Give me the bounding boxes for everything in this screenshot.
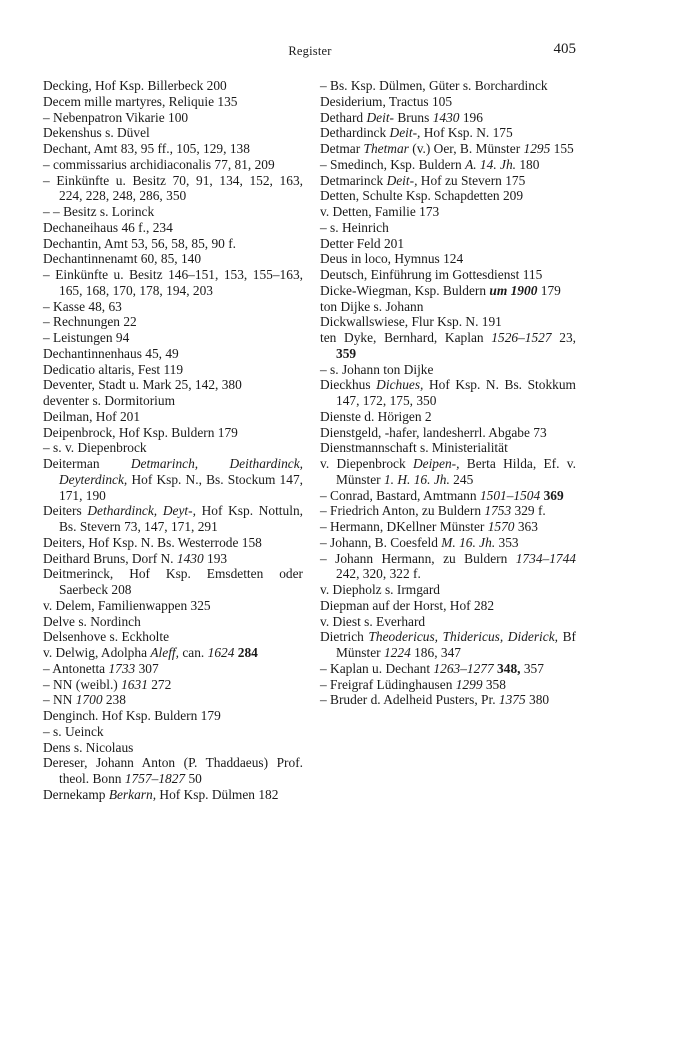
entry-text: – Leistungen 94 (43, 330, 130, 345)
entry-text: Detter Feld 201 (320, 235, 405, 251)
entry-text: – Kasse 48, 63 (43, 298, 122, 314)
index-column-left (43, 78, 303, 803)
entry-text: 1570 (487, 519, 515, 534)
index-entry (43, 330, 303, 346)
index-entry (43, 346, 303, 362)
index-entry (43, 377, 303, 393)
entry-text: Dichues, (376, 377, 424, 393)
index-entry (43, 94, 303, 110)
entry-text: Berta Hilda, Ef. v. Münster (336, 456, 576, 487)
index-entry (43, 551, 303, 567)
entry-text: Deiters, Hof Ksp. N. Bs. Westerrode 158 (43, 534, 262, 550)
entry-text: 1757–1827 (124, 771, 186, 786)
index-entry (43, 220, 303, 236)
entry-text: Dietrich (320, 629, 369, 645)
entry-text: Aleff, (150, 645, 179, 660)
index-entry (320, 283, 576, 299)
entry-text: 329 f. (511, 503, 546, 519)
entry-text: M. 16. Jh. (441, 534, 496, 550)
entry-text: 1263–1277 (433, 660, 494, 676)
entry-text: – s. Johann ton Dijke (320, 361, 434, 377)
entry-text: 353 (495, 534, 519, 550)
index-entry (320, 267, 576, 283)
entry-text: 186, 347 (410, 645, 461, 660)
entry-text: – Rechnungen 22 (43, 314, 137, 330)
index-entry (320, 157, 576, 173)
index-entry (43, 204, 303, 220)
index-entry (43, 535, 303, 551)
entry-text: – NN (weibl.) (43, 676, 122, 692)
entry-text: – – Besitz s. Lorinck (43, 204, 155, 219)
index-entry (320, 299, 576, 315)
entry-text: Dechaneihaus 46 f., 234 (43, 219, 173, 235)
index-entry (320, 78, 576, 94)
index-entry (320, 251, 576, 267)
entry-text: Delve s. Nordinch (43, 613, 141, 629)
entry-text: 272 (147, 676, 172, 692)
entry-text: 1631 (121, 676, 148, 692)
index-entry (43, 456, 303, 503)
entry-text: (v.) Oer, B. Münster (408, 141, 524, 156)
entry-text: – Conrad, Bastard, Amtmann (320, 487, 480, 503)
index-entry (320, 220, 576, 236)
entry-text: – Freigraf Lüdinghausen (320, 676, 456, 692)
entry-text: Deit- (366, 109, 394, 125)
entry-text: Deit-, (386, 172, 418, 188)
entry-text: Dedicatio altaris, Fest 119 (43, 361, 184, 377)
entry-text: Berkarn, (108, 786, 157, 802)
entry-text: – commissarius archidiaconalis 77, 81, 209 (43, 156, 275, 172)
entry-text: Hof zu Stevern 175 (417, 172, 526, 188)
entry-text: Thetmar (363, 141, 409, 156)
index-entry (320, 488, 576, 504)
entry-text: – s. Heinrich (320, 219, 389, 235)
index-column-right (320, 78, 576, 708)
entry-text: – s. Ueinck (43, 723, 104, 739)
entry-text: Dienstmannschaft s. Ministerialität (320, 440, 508, 456)
entry-text: – Einkünfte u. Besitz 146–151, 153, 155–163, 165, 168, 170, 178, 194, 203 (43, 267, 303, 298)
index-entry (320, 125, 576, 141)
index-entry (320, 141, 576, 157)
index-entry (43, 157, 303, 173)
entry-text: 238 (102, 692, 126, 708)
entry-text: 1753 (484, 503, 512, 519)
index-entry (43, 440, 303, 456)
entry-text: Decking, Hof Ksp. Billerbeck 200 (43, 78, 227, 93)
entry-text: Detmarinck (320, 172, 387, 188)
entry-text: Hof Ksp. Nottuln, Bs. Stevern 73, 147, 171, 291 (59, 503, 303, 534)
index-entry (320, 629, 576, 661)
entry-text: Decem mille martyres, Reliquie 135 (43, 93, 238, 109)
entry-text: 242, 320, 322 f. (336, 566, 421, 582)
entry-text: Dekenshus s. Düvel (43, 125, 150, 141)
entry-text: Dickwallswiese, Flur Ksp. N. 191 (320, 314, 502, 330)
entry-text: v. Diepenbrock (320, 456, 413, 471)
index-entry (320, 535, 576, 551)
index-entry (43, 236, 303, 252)
index-entry (320, 503, 576, 519)
index-entry (43, 78, 303, 94)
entry-text: 1299 (455, 676, 483, 692)
index-entry (43, 362, 303, 378)
entry-text: Deus in loco, Hymnus 124 (320, 251, 464, 267)
entry-text: Deitmerinck, Hof Ksp. Emsdetten oder Saerbeck 208 (43, 566, 303, 597)
entry-text: Deutsch, Einführung im Gottesdienst 115 (320, 267, 543, 282)
running-header-title: Register (288, 44, 332, 58)
entry-text: Dethardinck, Deyt-, (87, 503, 196, 519)
index-entry (320, 362, 576, 378)
entry-text: – Nebenpatron Vikarie 100 (43, 109, 189, 125)
entry-text: 179 (537, 282, 561, 298)
index-entry (320, 692, 576, 708)
entry-text: Deit-, (389, 125, 421, 141)
page-number: 405 (553, 41, 576, 57)
index-entry (320, 110, 576, 126)
index-entry (43, 393, 303, 409)
index-entry (43, 299, 303, 315)
entry-text: Hof Ksp. N. Bs. Stokkum 147, 172, 175, 350 (336, 377, 576, 408)
entry-text: 369 (543, 487, 564, 503)
index-entry (43, 692, 303, 708)
entry-text: Dethardinck (320, 125, 390, 141)
entry-text: 307 (135, 660, 159, 676)
entry-text: 1430 (432, 109, 460, 125)
entry-text: Dechant, Amt 83, 95 ff., 105, 129, 138 (43, 141, 250, 156)
index-entry (43, 503, 303, 535)
entry-text: Detmarinch, Deithardinck, Deyterdinck, (59, 456, 303, 487)
entry-text: Dicke-Wiegman, Ksp. Buldern (320, 282, 490, 298)
entry-text: 1224 (383, 645, 411, 660)
entry-text: Dechantinnenamt 60, 85, 140 (43, 251, 202, 267)
index-entry (43, 125, 303, 141)
entry-text: Dechantin, Amt 53, 56, 58, 85, 90 f. (43, 235, 237, 251)
entry-text: – Smedinch, Ksp. Buldern (320, 156, 466, 172)
entry-text: Deipenbrock, Hof Ksp. Buldern 179 (43, 424, 238, 440)
entry-text: Dieckhus (320, 377, 377, 393)
entry-text: – Hermann, DKellner Münster (320, 519, 488, 534)
index-entry (43, 173, 303, 205)
index-entry (320, 377, 576, 409)
entry-text: 359 (336, 345, 357, 361)
entry-text: Dethard (320, 109, 367, 125)
entry-text: Dens s. Nicolaus (43, 739, 134, 755)
entry-text: 245 (449, 471, 474, 487)
entry-text: 358 (482, 676, 506, 692)
entry-text: 180 (516, 156, 540, 172)
index-entry (43, 645, 303, 661)
entry-text: 1430 (176, 550, 204, 566)
entry-text: Hof Ksp. N., Bs. Stockum 147, 171, 190 (59, 471, 303, 503)
index-entry (43, 267, 303, 299)
entry-text: um 1900 (489, 282, 538, 298)
index-entry (43, 755, 303, 787)
entry-text: Dernekamp (43, 786, 109, 802)
entry-text: 1375 (498, 692, 526, 708)
index-entry (43, 566, 303, 598)
entry-text: Deilman, Hof 201 (43, 408, 141, 424)
entry-text: 1. H. 16. Jh. (383, 471, 450, 487)
entry-text: 284 (237, 645, 258, 660)
index-entry (320, 551, 576, 583)
index-entry (43, 629, 303, 645)
entry-text: 1526–1527 (491, 330, 552, 345)
index-entry (43, 708, 303, 724)
entry-text: Detmar (320, 141, 364, 156)
index-entry (320, 204, 576, 220)
entry-text: Bf Münster (336, 629, 576, 660)
index-entry (320, 661, 576, 677)
entry-text: Hof Ksp. Dülmen 182 (156, 786, 279, 802)
entry-text: 1624 (207, 645, 235, 660)
index-entry (43, 110, 303, 126)
entry-text: Deiterman (43, 456, 131, 471)
entry-text: v. Diepholz s. Irmgard (320, 582, 440, 597)
entry-text: v. Diest s. Everhard (320, 613, 426, 629)
entry-text: Desiderium, Tractus 105 (320, 93, 453, 109)
entry-text: 193 (203, 550, 228, 566)
index-entry (43, 614, 303, 630)
entry-text: Deipen-, (412, 456, 460, 471)
entry-text: 50 (185, 771, 202, 786)
entry-text: ton Dijke s. Johann (320, 298, 424, 314)
index-entry (320, 236, 576, 252)
entry-text: 380 (525, 692, 550, 708)
index-entry (43, 251, 303, 267)
index-entry (320, 582, 576, 598)
entry-text: Dereser, Johann Anton (P. Thaddaeus) Prof. theol. Bonn (43, 755, 303, 786)
index-entry (43, 787, 303, 803)
entry-text: 348, (497, 660, 521, 676)
entry-text: ten Dyke, Bernhard, Kaplan (320, 330, 492, 345)
index-entry (43, 598, 303, 614)
entry-text: Deiters (43, 503, 88, 519)
entry-text: Deventer, Stadt u. Mark 25, 142, 380 (43, 377, 242, 393)
entry-text: Bruns (394, 109, 433, 125)
entry-text: 23, (551, 330, 576, 345)
index-entry (320, 614, 576, 630)
entry-text: Dechantinnenhaus 45, 49 (43, 345, 179, 361)
entry-text: 1501–1504 (479, 487, 541, 503)
entry-text: Dienstgeld, -hafer, landesherrl. Abgabe 73 (320, 424, 547, 440)
entry-text: – Antonetta (43, 660, 109, 676)
entry-text: can. (179, 645, 208, 660)
index-entry (320, 314, 576, 330)
entry-text: – Kaplan u. Dechant (320, 660, 434, 676)
entry-text: Deithard Bruns, Dorf N. (43, 550, 177, 566)
entry-text: deventer s. Dormitorium (43, 393, 176, 408)
entry-text: Dienste d. Hörigen 2 (320, 408, 432, 424)
entry-text: – Johann Hermann, zu Buldern (320, 550, 516, 566)
entry-text: 1295 (523, 141, 551, 156)
entry-text: 357 (520, 660, 544, 676)
entry-text: v. Detten, Familie 173 (320, 204, 440, 219)
entry-text: Delsenhove s. Eckholte (43, 629, 170, 645)
index-entry (320, 94, 576, 110)
index-entry (320, 173, 576, 189)
entry-text: Denginch. Hof Ksp. Buldern 179 (43, 708, 221, 723)
entry-text: Hof Ksp. N. 175 (420, 125, 513, 141)
index-entry (320, 440, 576, 456)
entry-text: Detten, Schulte Ksp. Schapdetten 209 (320, 188, 524, 204)
index-entry (320, 456, 576, 488)
index-entry (43, 409, 303, 425)
index-entry (43, 661, 303, 677)
entry-text: 1734–1744 (515, 550, 576, 566)
entry-text: – NN (43, 692, 76, 708)
entry-text: v. Delem, Familienwappen 325 (43, 597, 211, 613)
entry-text: Theodericus, Thidericus, Diderick, (368, 629, 559, 645)
entry-text: – Friedrich Anton, zu Buldern (320, 503, 485, 519)
index-entry (320, 425, 576, 441)
entry-text: Diepman auf der Horst, Hof 282 (320, 597, 495, 613)
index-entry (43, 314, 303, 330)
index-entry (320, 677, 576, 693)
entry-text: 155 (550, 141, 574, 156)
entry-text: v. Delwig, Adolpha (43, 645, 151, 660)
index-entry (43, 724, 303, 740)
entry-text: 1733 (108, 660, 136, 676)
entry-text: – Einkünfte u. Besitz 70, 91, 134, 152, 163, 224, 228, 248, 286, 350 (43, 172, 303, 204)
index-entry (320, 519, 576, 535)
entry-text: – s. v. Diepenbrock (43, 440, 147, 456)
entry-text: A. 14. Jh. (465, 156, 517, 172)
index-entry (43, 740, 303, 756)
index-entry (320, 409, 576, 425)
index-entry (43, 677, 303, 693)
entry-text: 363 (514, 519, 538, 534)
index-entry (320, 330, 576, 362)
entry-text: 1700 (75, 692, 103, 708)
entry-text: – Bs. Ksp. Dülmen, Güter s. Borchardinck (320, 78, 548, 93)
index-entry (43, 141, 303, 157)
index-entry (320, 188, 576, 204)
entry-text: – Bruder d. Adelheid Pusters, Pr. (320, 692, 499, 708)
entry-text: 196 (459, 109, 483, 125)
entry-text: – Johann, B. Coesfeld (320, 534, 442, 550)
index-entry (43, 425, 303, 441)
index-entry (320, 598, 576, 614)
